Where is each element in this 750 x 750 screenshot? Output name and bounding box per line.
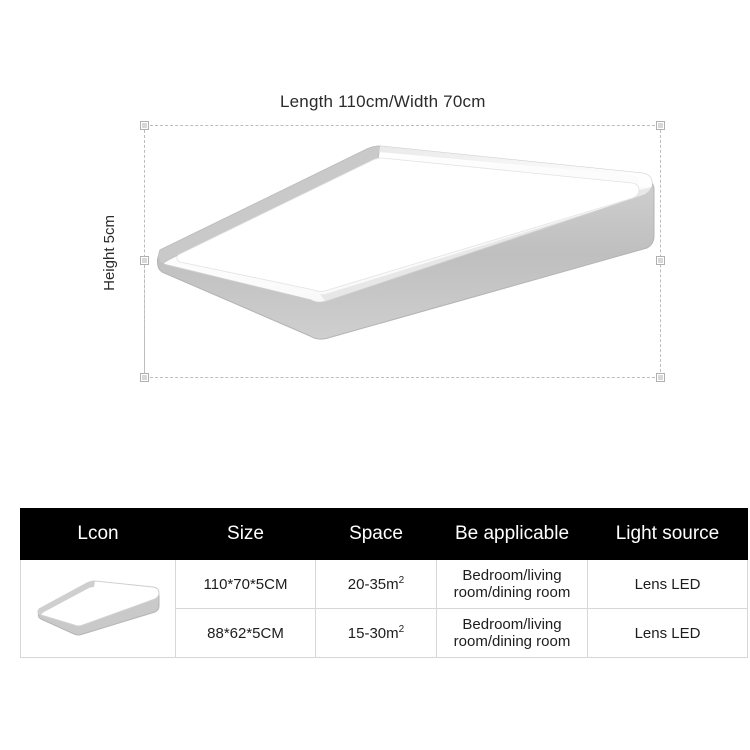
table-row [21, 560, 748, 609]
guide-line-top [140, 125, 665, 126]
cell-space-row2 [316, 609, 437, 658]
top-dimension-label: Length 110cm/Width 70cm [280, 92, 486, 111]
anchor-bottom-left [140, 373, 149, 382]
cell-applicable-row1 [437, 560, 588, 609]
space-value-row1: 20-35 [347, 576, 387, 593]
applicable-line2-row2: room/dining room [453, 633, 571, 650]
header-space: Space [316, 509, 437, 560]
applicable-line2-row1: room/dining room [453, 584, 571, 601]
cell-light-source-row2: Lens LED [588, 609, 748, 658]
anchor-bottom-right [656, 373, 665, 382]
anchor-top-right [656, 121, 665, 130]
ceiling-lamp-thumbnail-icon [21, 560, 175, 657]
header-icon: Lcon [21, 509, 176, 560]
space-unit-row2: m [386, 625, 399, 642]
header-be-applicable: Be applicable [437, 509, 588, 560]
header-size: Size [176, 509, 316, 560]
cell-size-row2: 88*62*5CM [176, 609, 316, 658]
anchor-top-left [140, 121, 149, 130]
header-light-source: Light source [588, 509, 748, 560]
space-sup-row2: 2 [398, 624, 405, 635]
side-dimension-label: Height 5cm [101, 215, 118, 291]
cell-space-row1 [316, 560, 437, 609]
product-thumbnail-cell [21, 560, 176, 658]
specification-table [20, 508, 748, 658]
space-value-row2: 15-30 [347, 625, 387, 642]
ceiling-lamp-thumbnail-svg [31, 578, 165, 640]
cell-light-source-row1: Lens LED [588, 560, 748, 609]
applicable-line1-row1: Bedroom/living [462, 566, 562, 584]
guide-line-bottom [140, 377, 665, 378]
applicable-line1-row2: Bedroom/living [462, 615, 562, 633]
space-sup-row1: 2 [398, 575, 405, 586]
cell-size-row1: 110*70*5CM [176, 560, 316, 609]
ceiling-lamp-illustration [120, 140, 680, 370]
table-header-row [21, 509, 748, 560]
space-unit-row1: m [386, 576, 399, 593]
cell-applicable-row2 [437, 609, 588, 658]
